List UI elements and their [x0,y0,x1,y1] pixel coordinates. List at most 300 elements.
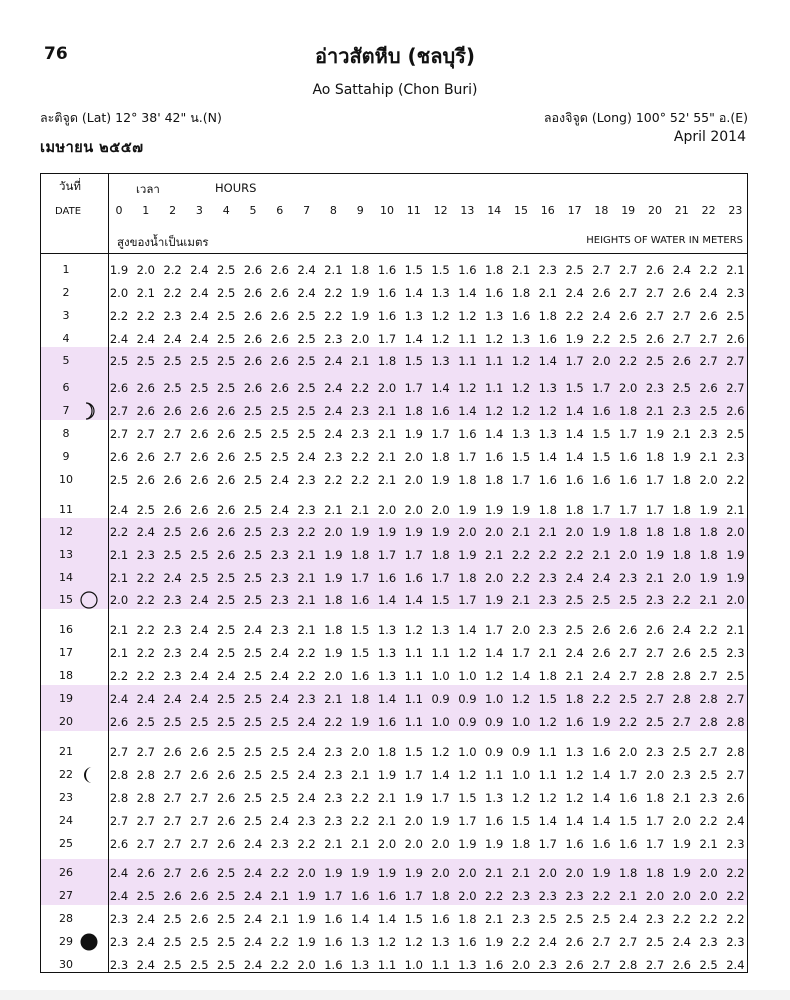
tide-row [41,665,747,685]
water-height-cell: 2.5 [243,503,263,517]
water-height-cell: 2.3 [297,473,316,487]
water-height-cell: 1.7 [619,427,638,441]
water-height-cell: 2.6 [190,912,209,926]
water-height-cell: 1.9 [592,525,611,539]
water-height-cell: 2.6 [243,263,263,277]
water-height-cell: 2.0 [672,889,691,903]
water-height-cell: 2.6 [243,309,263,323]
water-height-cell: 2.3 [270,623,289,637]
day-number: 17 [59,646,73,659]
water-height-cell: 1.8 [431,548,450,562]
water-height-cell: 2.6 [217,404,236,418]
day-number: 8 [62,427,70,440]
water-height-cell: 2.6 [645,332,665,346]
water-height-cell: 2.1 [726,503,745,517]
water-height-cell: 2.6 [190,404,209,418]
water-height-cell: 1.7 [511,473,531,487]
water-height-cell: 2.6 [217,503,236,517]
water-height-cell: 2.5 [163,958,182,972]
water-height-cell: 1.8 [485,473,504,487]
water-height-cell: 1.9 [726,571,745,585]
water-height-cell: 2.4 [136,332,155,346]
water-height-cell: 2.8 [726,715,745,729]
water-height-cell: 1.5 [404,354,423,368]
water-height-cell: 1.8 [672,503,691,517]
water-height-cell: 2.2 [351,450,370,464]
water-height-cell: 2.5 [243,715,263,729]
water-height-cell: 1.4 [592,768,611,782]
water-height-cell: 1.3 [485,309,504,323]
water-height-cell: 2.2 [592,332,611,346]
water-height-cell: 1.5 [511,814,531,828]
tide-row [41,282,747,302]
water-height-cell: 2.7 [163,427,182,441]
water-height-cell: 1.9 [672,837,691,851]
water-height-cell: 1.3 [377,669,397,683]
water-height-cell: 2.3 [297,692,316,706]
tide-row [41,589,747,609]
water-height-cell: 1.7 [324,889,343,903]
water-height-cell: 2.6 [592,286,611,300]
water-height-cell: 2.3 [324,450,343,464]
water-height-cell: 2.7 [109,814,129,828]
tide-row [41,350,747,370]
water-height-cell: 2.0 [485,571,504,585]
water-height-cell: 2.5 [190,958,209,972]
water-height-cell: 1.9 [485,593,504,607]
water-height-cell: 1.6 [458,263,477,277]
water-height-cell: 2.7 [136,837,155,851]
hour-label: 19 [621,204,636,217]
water-height-cell: 2.3 [538,958,557,972]
water-height-cell: 2.5 [243,692,263,706]
water-height-cell: 2.5 [217,889,236,903]
water-height-cell: 2.7 [619,669,638,683]
water-height-cell: 1.2 [485,669,504,683]
water-height-cell: 2.6 [190,525,209,539]
water-height-cell: 2.1 [511,525,531,539]
water-height-cell: 2.4 [699,286,718,300]
water-height-cell: 2.7 [136,745,155,759]
water-height-cell: 1.2 [377,935,397,949]
water-height-cell: 1.4 [485,427,504,441]
water-height-cell: 2.5 [726,669,745,683]
water-height-cell: 1.8 [645,525,665,539]
water-height-cell: 2.6 [243,332,263,346]
water-height-cell: 2.3 [726,935,745,949]
water-height-cell: 2.4 [297,715,316,729]
water-height-cell: 2.0 [404,837,423,851]
hour-label: 17 [567,204,582,217]
tide-row [41,259,747,279]
water-height-cell: 1.4 [565,427,584,441]
hour-label: 12 [433,204,448,217]
water-height-cell: 1.8 [699,525,718,539]
water-height-cell: 1.7 [404,381,423,395]
water-height-cell: 2.5 [217,866,236,880]
water-height-cell: 2.6 [243,286,263,300]
water-height-cell: 2.5 [619,692,638,706]
water-height-cell: 1.8 [431,450,450,464]
water-height-cell: 1.2 [431,332,450,346]
water-height-cell: 1.8 [672,548,691,562]
water-height-cell: 2.3 [136,548,155,562]
day-number: 27 [59,889,73,902]
water-height-cell: 2.2 [297,837,316,851]
day-number: 11 [59,503,73,516]
water-height-cell: 1.5 [538,692,557,706]
water-height-cell: 1.8 [324,593,343,607]
water-height-cell: 2.4 [217,669,236,683]
water-height-cell: 2.5 [297,381,316,395]
water-height-cell: 2.0 [431,866,450,880]
water-height-cell: 2.5 [163,715,182,729]
water-height-cell: 2.3 [297,814,316,828]
water-height-cell: 1.3 [538,427,557,441]
header-divider [41,253,747,254]
water-height-cell: 1.8 [619,866,638,880]
water-height-cell: 2.1 [485,866,504,880]
water-height-cell: 2.7 [190,837,209,851]
water-height-cell: 2.1 [485,548,504,562]
water-height-cell: 1.6 [619,791,638,805]
water-height-cell: 2.5 [243,646,263,660]
water-height-cell: 2.1 [645,571,665,585]
water-height-cell: 2.4 [190,263,209,277]
water-height-cell: 2.1 [699,593,718,607]
water-height-cell: 1.9 [297,935,316,949]
water-height-cell: 1.2 [511,404,531,418]
water-height-cell: 1.4 [485,646,504,660]
water-height-cell: 2.2 [136,646,155,660]
hour-label: 18 [594,204,609,217]
water-height-cell: 2.4 [190,623,209,637]
water-height-cell: 2.0 [726,593,745,607]
water-height-cell: 1.2 [458,309,477,323]
water-height-cell: 2.8 [699,715,718,729]
hour-label: 14 [487,204,502,217]
water-height-cell: 2.3 [538,623,557,637]
water-height-cell: 1.8 [645,791,665,805]
water-height-cell: 2.0 [351,745,370,759]
water-height-cell: 2.1 [109,548,129,562]
water-height-cell: 2.6 [163,473,182,487]
water-height-cell: 2.4 [592,669,611,683]
water-height-cell: 2.4 [136,912,155,926]
hour-label: 15 [514,204,528,217]
water-height-cell: 1.2 [538,791,557,805]
water-height-cell: 1.9 [404,427,423,441]
water-height-cell: 2.6 [190,450,209,464]
water-height-cell: 1.4 [404,286,423,300]
water-height-cell: 2.7 [109,427,129,441]
water-height-cell: 2.1 [377,450,397,464]
hour-label: 9 [356,204,364,217]
water-height-cell: 2.0 [699,866,718,880]
water-height-cell: 2.4 [136,525,155,539]
water-height-cell: 1.9 [645,548,665,562]
day-number: 13 [59,548,73,561]
water-height-cell: 2.8 [109,791,129,805]
water-height-cell: 2.6 [109,715,129,729]
water-height-cell: 2.3 [324,768,343,782]
water-height-cell: 1.9 [351,525,370,539]
water-height-cell: 1.2 [511,354,531,368]
water-height-cell: 1.6 [592,404,611,418]
water-height-cell: 2.5 [592,593,611,607]
water-height-cell: 2.2 [619,354,638,368]
water-height-cell: 1.8 [699,548,718,562]
hours-label: HOURS [215,181,257,195]
day-number: 30 [59,958,73,971]
water-height-cell: 1.8 [485,263,504,277]
hour-label: 7 [303,204,311,217]
tide-row [41,567,747,587]
water-height-cell: 2.8 [109,768,129,782]
water-height-cell: 2.6 [163,404,182,418]
water-height-cell: 2.4 [136,692,155,706]
water-height-cell: 2.4 [243,912,263,926]
water-height-cell: 2.1 [699,450,718,464]
water-height-cell: 1.2 [431,745,450,759]
water-height-cell: 1.4 [458,623,477,637]
water-height-cell: 2.8 [699,692,718,706]
water-height-cell: 2.5 [619,593,638,607]
water-height-cell: 1.2 [538,404,557,418]
water-height-cell: 2.5 [699,404,718,418]
water-height-cell: 1.4 [431,381,450,395]
water-height-cell: 1.8 [351,263,370,277]
water-height-cell: 1.3 [565,745,584,759]
water-height-cell: 2.8 [726,745,745,759]
month-english: April 2014 [673,129,746,145]
water-height-cell: 2.5 [672,381,691,395]
water-height-cell: 2.6 [270,354,289,368]
hour-label: 20 [648,204,662,217]
water-height-cell: 1.6 [565,473,584,487]
water-height-cell: 2.2 [511,548,531,562]
water-height-cell: 2.2 [351,814,370,828]
water-height-cell: 2.7 [592,958,611,972]
water-height-cell: 1.1 [404,715,423,729]
water-height-cell: 2.1 [699,837,718,851]
water-height-cell: 2.7 [190,814,209,828]
water-height-cell: 1.6 [485,958,504,972]
water-height-cell: 2.7 [163,768,182,782]
water-height-cell: 2.4 [109,503,129,517]
water-height-cell: 2.3 [538,593,557,607]
water-height-cell: 2.5 [270,715,289,729]
water-height-cell: 2.5 [565,593,584,607]
first-quarter-moon-icon [79,401,99,421]
water-height-cell: 1.9 [485,837,504,851]
water-height-cell: 1.8 [431,889,450,903]
water-height-cell: 2.4 [163,332,182,346]
water-height-cell: 2.5 [297,332,316,346]
water-height-cell: 1.9 [699,503,718,517]
water-height-cell: 1.3 [511,332,531,346]
water-height-cell: 1.6 [377,889,397,903]
water-height-cell: 2.1 [351,768,370,782]
water-height-cell: 1.9 [485,503,504,517]
water-height-cell: 2.3 [324,814,343,828]
day-number: 12 [59,525,73,538]
water-height-cell: 2.5 [217,745,236,759]
water-height-cell: 1.4 [538,354,557,368]
water-height-cell: 2.1 [324,503,343,517]
water-height-cell: 1.3 [538,381,557,395]
water-height-cell: 1.4 [511,669,531,683]
water-height-cell: 2.3 [645,381,665,395]
water-height-cell: 2.7 [699,669,718,683]
water-height-cell: 2.4 [243,866,263,880]
water-height-cell: 2.0 [458,525,477,539]
water-height-cell: 2.0 [297,958,316,972]
water-height-cell: 1.9 [592,866,611,880]
water-height-cell: 2.6 [619,309,638,323]
water-height-cell: 2.4 [190,593,209,607]
water-height-cell: 1.3 [431,935,450,949]
water-height-cell: 2.2 [592,692,611,706]
water-height-cell: 2.4 [297,791,316,805]
water-height-cell: 1.0 [458,669,477,683]
water-height-cell: 2.6 [109,450,129,464]
water-height-cell: 2.6 [243,381,263,395]
day-number: 25 [59,837,73,850]
water-height-cell: 2.6 [190,889,209,903]
water-height-cell: 1.9 [404,866,423,880]
water-height-cell: 2.6 [699,381,718,395]
water-height-cell: 2.4 [163,571,182,585]
water-height-cell: 1.8 [324,623,343,637]
water-height-cell: 2.6 [270,263,289,277]
water-height-cell: 2.7 [672,332,691,346]
water-height-cell: 2.6 [163,745,182,759]
water-height-cell: 2.1 [109,646,129,660]
tide-row [41,688,747,708]
water-height-cell: 2.3 [324,745,343,759]
water-height-cell: 1.6 [485,814,504,828]
water-height-cell: 2.3 [645,745,665,759]
water-height-cell: 1.9 [485,935,504,949]
water-height-cell: 2.6 [109,837,129,851]
water-height-cell: 2.7 [163,814,182,828]
day-number: 24 [59,814,73,827]
water-height-cell: 2.4 [592,309,611,323]
water-height-cell: 2.1 [511,866,531,880]
water-height-cell: 1.7 [431,571,450,585]
water-height-cell: 2.2 [592,889,611,903]
water-height-cell: 2.2 [726,866,745,880]
water-height-cell: 2.0 [565,866,584,880]
water-height-cell: 2.4 [190,646,209,660]
hour-label: 6 [276,204,284,217]
hour-label: 3 [195,204,203,217]
water-height-cell: 2.4 [672,623,691,637]
water-height-cell: 2.2 [270,958,289,972]
water-height-cell: 2.5 [538,912,557,926]
water-height-cell: 2.0 [592,354,611,368]
water-height-cell: 2.4 [109,866,129,880]
water-height-cell: 1.2 [404,935,423,949]
water-height-cell: 2.1 [726,623,745,637]
water-height-cell: 2.4 [565,646,584,660]
water-height-cell: 1.3 [351,958,370,972]
water-height-cell: 1.1 [538,745,557,759]
water-height-cell: 1.7 [404,548,423,562]
tide-row [41,810,747,830]
water-height-cell: 1.8 [458,571,477,585]
water-height-cell: 2.5 [217,958,236,972]
water-height-cell: 2.2 [163,286,182,300]
water-height-cell: 1.5 [619,814,638,828]
water-height-cell: 1.6 [592,473,611,487]
water-height-cell: 2.6 [270,309,289,323]
water-height-cell: 2.1 [377,473,397,487]
water-height-cell: 2.2 [136,309,155,323]
water-height-cell: 1.8 [377,354,397,368]
water-height-cell: 1.4 [458,286,477,300]
water-height-cell: 1.7 [645,837,665,851]
water-height-cell: 1.5 [404,745,423,759]
water-height-cell: 2.1 [538,286,557,300]
water-height-cell: 1.5 [592,450,611,464]
water-height-cell: 2.2 [485,889,504,903]
water-height-cell: 2.0 [351,332,370,346]
water-height-cell: 2.2 [136,669,155,683]
water-height-cell: 2.2 [726,912,745,926]
water-height-cell: 2.2 [109,669,129,683]
water-height-cell: 2.4 [109,332,129,346]
tide-row [41,544,747,564]
water-height-cell: 2.5 [217,263,236,277]
hour-label: 8 [329,204,337,217]
water-height-cell: 1.1 [431,646,450,660]
water-height-cell: 2.2 [511,935,531,949]
water-height-cell: 1.6 [458,935,477,949]
tide-row [41,885,747,905]
water-height-cell: 2.4 [190,309,209,323]
water-height-cell: 2.8 [645,669,665,683]
water-height-cell: 2.5 [243,571,263,585]
water-height-cell: 2.7 [619,935,638,949]
water-height-cell: 2.2 [163,263,182,277]
water-height-cell: 2.3 [511,889,531,903]
water-height-cell: 1.8 [538,309,557,323]
water-height-cell: 2.6 [592,646,611,660]
water-height-cell: 2.2 [136,623,155,637]
water-height-cell: 2.5 [645,935,665,949]
water-height-cell: 1.9 [404,525,423,539]
water-height-cell: 2.3 [109,935,129,949]
water-height-cell: 2.5 [217,381,236,395]
water-height-cell: 1.7 [458,593,477,607]
water-height-cell: 1.3 [431,286,450,300]
tide-row [41,521,747,541]
hour-label: 4 [222,204,230,217]
water-height-cell: 1.6 [619,473,638,487]
water-height-cell: 2.0 [109,286,129,300]
water-height-cell: 2.6 [645,623,665,637]
water-height-cell: 1.6 [538,473,557,487]
water-height-cell: 1.7 [645,814,665,828]
water-height-cell: 1.2 [485,404,504,418]
water-height-cell: 2.6 [163,503,182,517]
water-height-cell: 2.3 [163,623,182,637]
water-height-cell: 1.2 [511,381,531,395]
water-height-cell: 1.9 [351,286,370,300]
day-number: 15 [59,593,73,606]
